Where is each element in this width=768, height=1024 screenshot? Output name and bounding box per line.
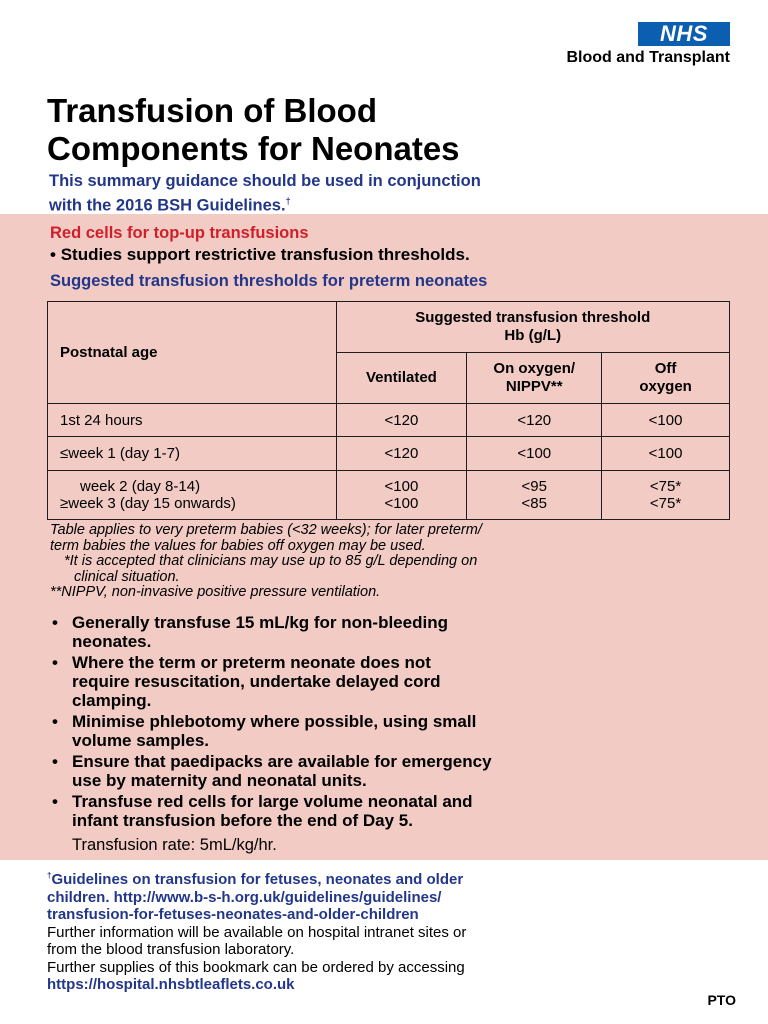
- ventilated-cell: [336, 471, 467, 520]
- bullet-line: require resuscitation, undertake delayed cord: [72, 672, 441, 691]
- nhs-logo: NHS: [638, 22, 730, 46]
- supply-line: Further supplies of this bookmark can be ordered by accessing: [47, 958, 465, 976]
- page-title: [47, 92, 727, 168]
- supply-text: [47, 959, 747, 994]
- restrictive-bullet-text: Studies support restrictive transfusion thresholds.: [60, 245, 470, 264]
- on-oxygen-cell: <100: [467, 437, 602, 471]
- bullet-line: Minimise phlebotomy where possible, using small: [72, 712, 477, 731]
- bullet-line: clamping.: [72, 691, 152, 710]
- off-oxygen-week-3: <75*: [649, 495, 682, 512]
- ventilated-cell: <120: [336, 404, 467, 437]
- list-item: [50, 712, 740, 750]
- threshold-table: [47, 301, 730, 520]
- off-oxygen-week-2: <75*: [649, 478, 682, 495]
- info-text: [47, 924, 747, 959]
- bullet-line: volume samples.: [72, 731, 210, 750]
- age-cell: [48, 471, 337, 520]
- transfusion-rate: Transfusion rate: 5mL/kg/hr.: [72, 836, 277, 854]
- title-line-1: Transfusion of Blood: [47, 92, 377, 129]
- ref-line: transfusion-for-fetuses-neonates-and-older-children: [47, 906, 419, 923]
- intro-line-1: This summary guidance should be used in conjunction: [49, 172, 481, 190]
- note-line: **NIPPV, non-invasive positive pressure ventilation.: [50, 584, 381, 601]
- table-row: [48, 471, 730, 520]
- age-week-3: ≥week 3 (day 15 onwards): [60, 495, 236, 512]
- note-line: Table applies to very preterm babies (<32 weeks); for later preterm/: [50, 522, 482, 538]
- ref-line: children. http://www.b-s-h.org.uk/guidelines/guidelines/: [47, 888, 442, 906]
- pto-label: PTO: [707, 992, 736, 1008]
- age-cell: 1st 24 hours: [48, 404, 337, 437]
- bullet-line: infant transfusion before the end of Day 5.: [72, 811, 413, 830]
- group-header-line-2: Hb (g/L): [504, 327, 562, 344]
- age-cell: ≤week 1 (day 1-7): [48, 437, 337, 471]
- list-item: [50, 653, 740, 710]
- on-oxygen-cell: [467, 471, 602, 520]
- bullet-line: Ensure that paedipacks are available for emergency: [72, 752, 492, 771]
- guidance-bullets: [50, 613, 740, 832]
- footer: [47, 867, 747, 994]
- intro-line-2: with the 2016 BSH Guidelines.: [49, 196, 286, 215]
- age-week-2: week 2 (day 8-14): [80, 478, 201, 495]
- off-oxygen-cell: <100: [602, 404, 730, 437]
- guideline-reference: [47, 867, 747, 924]
- section-heading: Red cells for top-up transfusions: [50, 224, 309, 242]
- off-oxygen-cell: [602, 471, 730, 520]
- table-title: Suggested transfusion thresholds for preterm neonates: [50, 272, 488, 290]
- dagger-mark: †: [285, 196, 291, 206]
- ref-line: Guidelines on transfusion for fetuses, neonates and older: [51, 871, 464, 888]
- off-oxygen-line-2: oxygen: [639, 378, 692, 395]
- age-header: Postnatal age: [48, 302, 337, 404]
- intro-text: [49, 171, 729, 216]
- list-item: [50, 792, 740, 830]
- ventilated-week-2: <100: [384, 478, 419, 495]
- on-oxygen-week-3: <85: [521, 495, 547, 512]
- group-header-line-1: Suggested transfusion threshold: [415, 309, 651, 326]
- ventilated-cell: <120: [336, 437, 467, 471]
- list-item: [50, 613, 740, 651]
- on-oxygen-cell: <120: [467, 404, 602, 437]
- bullet-line: neonates.: [72, 632, 152, 651]
- off-oxygen-line-1: Off: [654, 360, 677, 377]
- bullet-line: use by maternity and neonatal units.: [72, 771, 367, 790]
- list-item: [50, 752, 740, 790]
- off-oxygen-cell: <100: [602, 437, 730, 471]
- threshold-group-header: [336, 302, 730, 353]
- dagger-mark: †: [47, 871, 52, 880]
- on-oxygen-line-2: NIPPV**: [505, 378, 563, 395]
- bullet-line: Generally transfuse 15 mL/kg for non-bleeding: [72, 613, 448, 632]
- on-oxygen-header: [467, 353, 602, 404]
- on-oxygen-week-2: <95: [521, 478, 547, 495]
- info-line: from the blood transfusion laboratory.: [47, 941, 295, 958]
- table-notes: [50, 523, 750, 601]
- organisation-name: Blood and Transplant: [566, 49, 730, 66]
- restrictive-bullet: • Studies support restrictive transfusion thresholds.: [50, 245, 470, 264]
- table-row: [48, 404, 730, 437]
- ventilated-week-3: <100: [384, 495, 419, 512]
- ventilated-header: Ventilated: [336, 353, 467, 404]
- title-line-2: Components for Neonates: [47, 130, 460, 167]
- info-line: Further information will be available on hospital intranet sites or: [47, 923, 467, 941]
- note-line: *It is accepted that clinicians may use up to 85 g/L depending on: [64, 553, 478, 570]
- table-row: [48, 437, 730, 471]
- supply-link[interactable]: https://hospital.nhsbtleaflets.co.uk: [47, 976, 295, 993]
- note-line: clinical situation.: [74, 568, 180, 585]
- bullet-line: Transfuse red cells for large volume neonatal and: [72, 792, 473, 811]
- off-oxygen-header: [602, 353, 730, 404]
- note-line: term babies the values for babies off oxygen may be used.: [50, 537, 426, 554]
- bullet-line: Where the term or preterm neonate does not: [72, 653, 431, 672]
- on-oxygen-line-1: On oxygen/: [493, 360, 576, 377]
